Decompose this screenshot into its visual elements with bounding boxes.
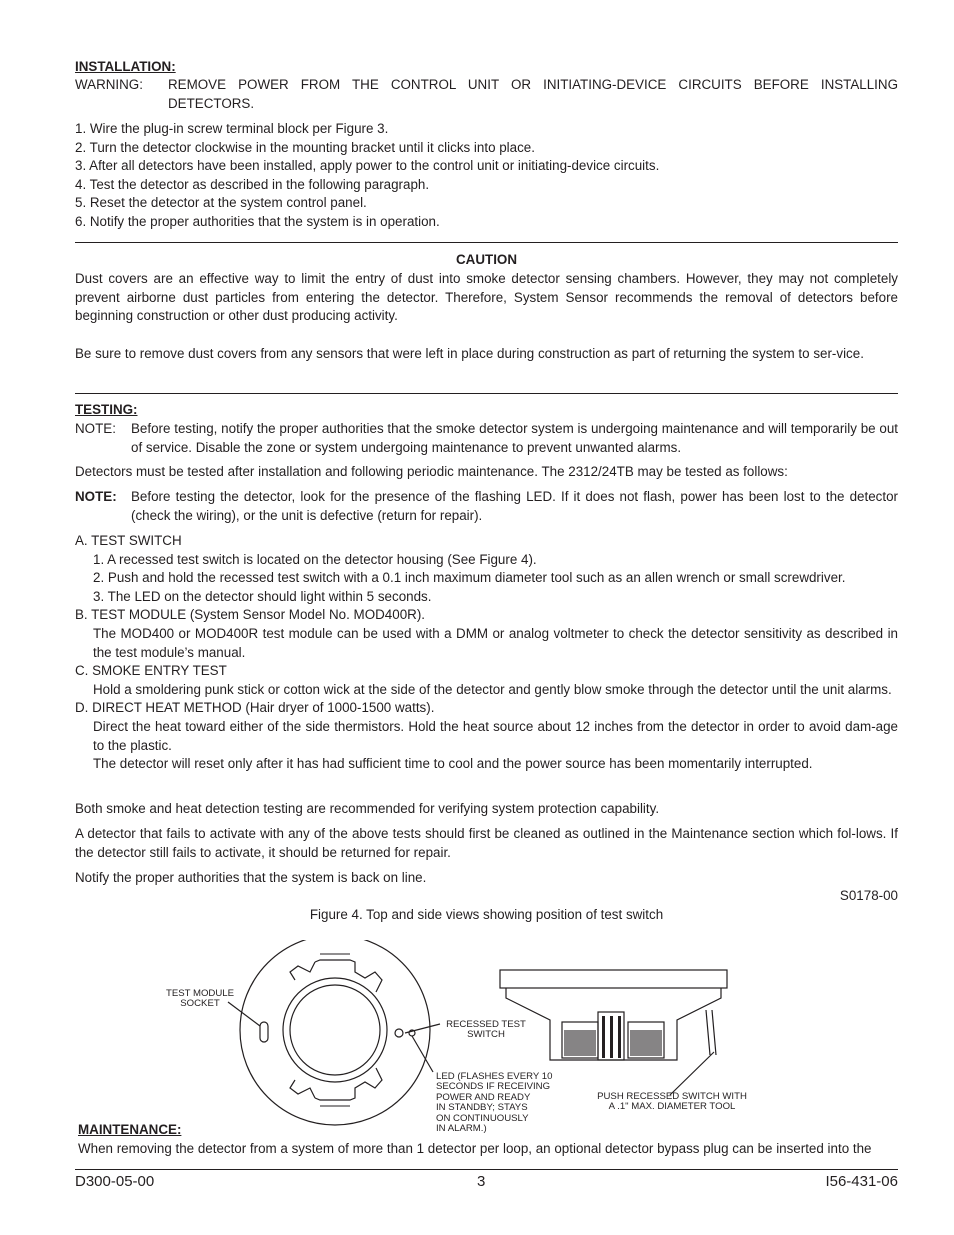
list-item: 2. Push and hold the recessed test switch with a 0.1 inch maximum diameter tool such as an allen wrench or small screwdriver. bbox=[93, 570, 846, 586]
divider bbox=[75, 393, 898, 394]
section-title: C. SMOKE ENTRY TEST bbox=[75, 663, 227, 679]
note-text: Before testing the detector, look for the presence of the flashing LED. If it does not flash, power has been lost to the detector (check the wiring), or the unit is defective (return for repair). bbox=[131, 489, 898, 523]
list-item: 5. Reset the detector at the system control panel. bbox=[75, 195, 367, 211]
testing-intro: Detectors must be tested after installation and following periodic maintenance. The 2312/24TB may be tested as follows: bbox=[75, 464, 788, 479]
figure-caption: Figure 4. Top and side views showing position of test switch bbox=[309, 907, 664, 922]
caution-heading: CAUTION bbox=[456, 252, 517, 267]
label-push-switch bbox=[586, 1092, 758, 1113]
installation-warning bbox=[75, 76, 898, 113]
testing-heading: TESTING: bbox=[75, 402, 138, 417]
list-item: 1. A recessed test switch is located on the detector housing (See Figure 4). bbox=[93, 551, 537, 567]
divider bbox=[75, 242, 898, 243]
list-item: 6. Notify the proper authorities that the system is in operation. bbox=[75, 213, 440, 229]
label-line: SWITCH bbox=[467, 1029, 505, 1041]
note-label: NOTE: bbox=[75, 489, 117, 504]
section-text: The MOD400 or MOD400R test module can be used with a DMM or analog voltmeter to check the detector sensitivity as described in the test module’s manual. bbox=[93, 625, 898, 660]
testing-notify-paragraph: Notify the proper authorities that the system is back on line. bbox=[75, 870, 427, 885]
section-text: Direct the heat toward either of the side thermistors. Hold the heat source about 12 inches from the detector in order to avoid dam-age to the plastic. bbox=[93, 718, 898, 753]
label-test-module-socket bbox=[152, 989, 248, 1010]
test-switch-section bbox=[75, 532, 898, 774]
label-line: RECESSED TEST bbox=[446, 1019, 526, 1030]
section-title: D. DIRECT HEAT METHOD (Hair dryer of 1000-1500 watts). bbox=[75, 700, 435, 716]
list-item: 3. After all detectors have been installed, apply power to the control unit or initiating-device circuits. bbox=[75, 158, 660, 174]
warning-text: REMOVE POWER FROM THE CONTROL UNIT OR INITIATING-DEVICE CIRCUITS BEFORE INSTALLING DETECTORS. bbox=[168, 77, 898, 111]
label-line: LED (FLASHES EVERY 10 bbox=[436, 1071, 553, 1082]
footer-left: D300-05-00 bbox=[75, 1173, 155, 1190]
footer-divider bbox=[75, 1169, 898, 1170]
testing-note-1 bbox=[75, 420, 898, 457]
maintenance-text: When removing the detector from a system of more than 1 detector per loop, an optional detector bypass plug can be inserted into the bbox=[78, 1141, 872, 1156]
list-item: 4. Test the detector as described in the following paragraph. bbox=[75, 176, 430, 192]
sensing-chamber bbox=[283, 978, 387, 1082]
warning-label: WARNING: bbox=[75, 77, 143, 92]
testing-both-paragraph: Both smoke and heat detection testing are recommended for verifying system protection capability. bbox=[75, 801, 660, 816]
footer-right: I56-431-06 bbox=[825, 1173, 898, 1190]
label-line: SECONDS IF RECEIVING bbox=[436, 1081, 551, 1093]
detector-side-view bbox=[500, 970, 727, 988]
section-title: A. TEST SWITCH bbox=[75, 533, 182, 548]
label-led bbox=[436, 1072, 576, 1134]
label-line: A .1" MAX. DIAMETER TOOL bbox=[608, 1101, 736, 1113]
testing-fail-paragraph: A detector that fails to activate with any of the above tests should first be cleaned as outlined in the Maintenance section which fol-lows. If the detector still fails to activate, it should be returned for repair. bbox=[75, 826, 898, 860]
section-title: B. TEST MODULE (System Sensor Model No. MOD400R). bbox=[75, 607, 425, 623]
maintenance-heading: MAINTENANCE: bbox=[78, 1122, 182, 1137]
label-line: SOCKET bbox=[180, 998, 220, 1010]
caution-paragraph-1: Dust covers are an effective way to limit the entry of dust into smoke detector sensing chambers. However, they may not completely prevent airborne dust particles from entering the detector. Therefore, System Sensor recommends the removal of detectors before beginning construction or other dust producing activity. bbox=[75, 271, 898, 324]
label-line: TEST MODULE bbox=[165, 988, 235, 999]
list-item: 1. Wire the plug-in screw terminal block per Figure 3. bbox=[75, 121, 389, 136]
note-text: Before testing, notify the proper authorities that the smoke detector system is undergoing maintenance and will temporarily be out of service. Disable the zone or system undergoing maintenance to prevent unwanted alarms. bbox=[131, 421, 898, 455]
installation-heading: INSTALLATION: bbox=[75, 59, 176, 74]
testing-note-2 bbox=[75, 488, 898, 525]
caution-paragraph-2: Be sure to remove dust covers from any sensors that were left in place during construction as part of returning the system to ser-vice. bbox=[75, 346, 864, 361]
section-text: The detector will reset only after it has had sufficient time to cool and the power source has been momentarily interrupted. bbox=[93, 756, 813, 772]
label-line: IN STANDBY; STAYS bbox=[436, 1102, 528, 1114]
label-recessed-test-switch bbox=[438, 1020, 534, 1041]
label-line: IN ALARM.) bbox=[436, 1123, 487, 1135]
note-label: NOTE: bbox=[75, 421, 116, 436]
label-line: ON CONTINUOUSLY bbox=[436, 1112, 529, 1124]
list-item: 2. Turn the detector clockwise in the mounting bracket until it clicks into place. bbox=[75, 139, 535, 155]
figure-code: S0178-00 bbox=[839, 888, 898, 903]
recessed-test-switch bbox=[395, 1029, 403, 1037]
label-line: PUSH RECESSED SWITCH WITH bbox=[597, 1091, 747, 1102]
list-item: 3. The LED on the detector should light within 5 seconds. bbox=[93, 588, 432, 604]
installation-steps bbox=[75, 120, 898, 232]
section-text: Hold a smoldering punk stick or cotton wick at the side of the detector and gently blow smoke through the detector until the unit alarms. bbox=[93, 681, 892, 697]
test-module-socket bbox=[260, 1022, 268, 1042]
label-line: POWER AND READY bbox=[436, 1091, 531, 1103]
page-number: 3 bbox=[477, 1173, 486, 1190]
